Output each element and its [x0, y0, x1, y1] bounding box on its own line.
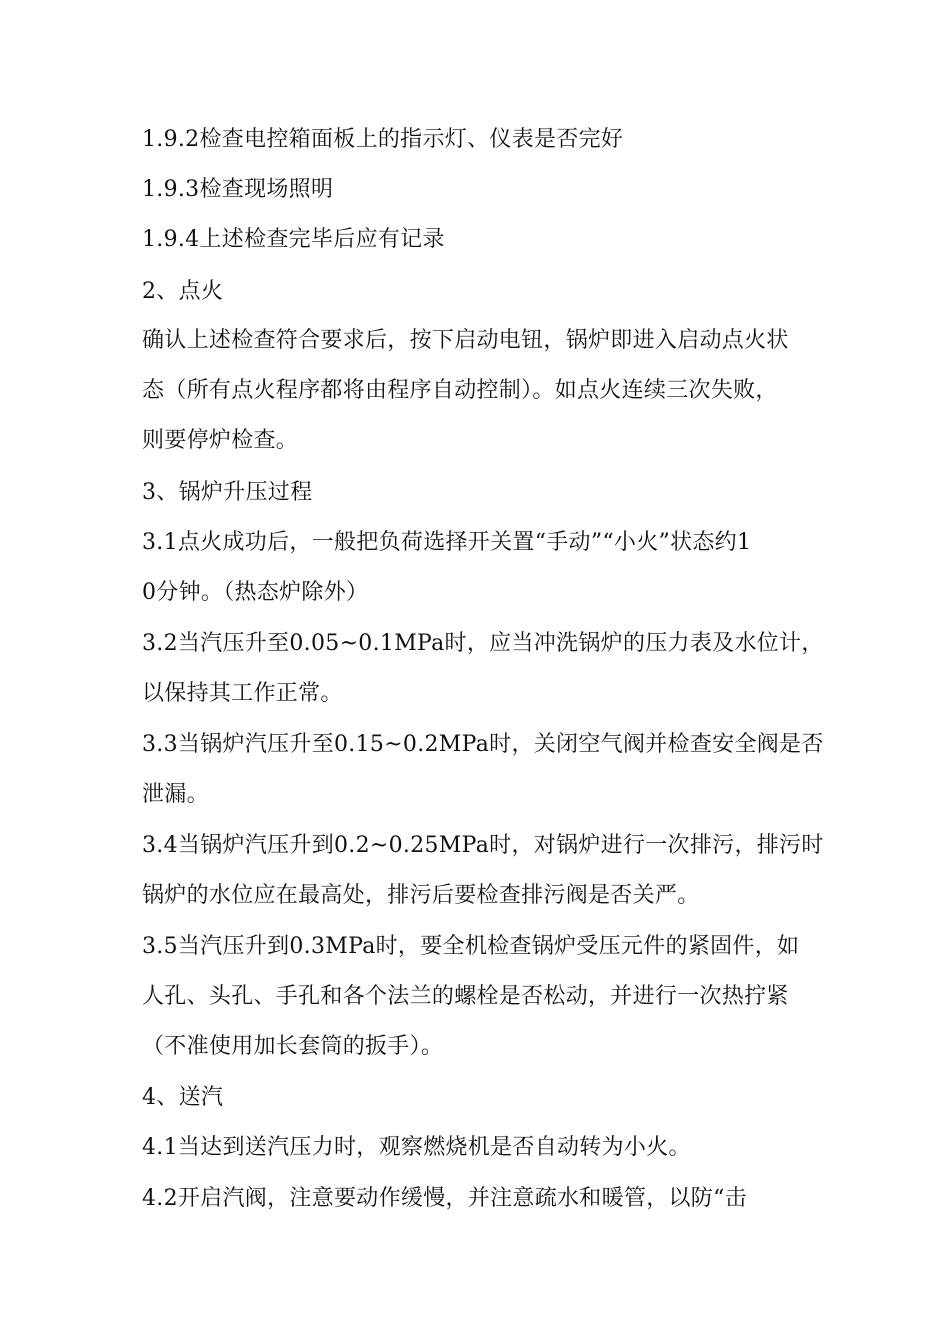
text-line: 确认上述检查符合要求后，按下启动电钮，锅炉即进入启动点火状 [142, 328, 789, 353]
text-line: 3.5当汽压升到0.3MPa时，要全机检查锅炉受压元件的紧固件，如 [142, 934, 800, 959]
text-line: （不准使用加长套筒的扳手）。 [142, 1034, 444, 1059]
text-line: 4.2开启汽阀，注意要动作缓慢，并注意疏水和暖管，以防“击 [142, 1186, 747, 1211]
section-heading: 2、点火 [142, 279, 224, 304]
text-line: 1.9.4上述检查完毕后应有记录 [142, 227, 445, 252]
text-line: 3.3当锅炉汽压升至0.15~0.2MPa时，关闭空气阀并检查安全阀是否 [142, 732, 824, 757]
text-line: 则要停炉检查。 [142, 428, 299, 453]
text-line: 泄漏。 [142, 782, 209, 807]
text-line: 3.1点火成功后，一般把负荷选择开关置“手动”“小火”状态约1 [142, 530, 752, 555]
section-heading: 3、锅炉升压过程 [142, 480, 313, 505]
text-line: 3.2当汽压升至0.05~0.1MPa时，应当冲洗锅炉的压力表及水位计， [142, 631, 824, 656]
text-line: 1.9.2检查电控箱面板上的指示灯、仪表是否完好 [142, 127, 624, 152]
text-line: 0分钟。（热态炉除外） [142, 580, 369, 605]
text-line: 锅炉的水位应在最高处，排污后要检查排污阀是否关严。 [142, 883, 700, 908]
text-line: 态（所有点火程序都将由程序自动控制）。如点火连续三次失败， [142, 378, 778, 403]
text-line: 3.4当锅炉汽压升到0.2~0.25MPa时，对锅炉进行一次排污，排污时 [142, 833, 824, 858]
text-line: 4.1当达到送汽压力时，观察燃烧机是否自动转为小火。 [142, 1135, 691, 1160]
section-heading: 4、送汽 [142, 1085, 224, 1110]
text-line: 人孔、头孔、手孔和各个法兰的螺栓是否松动，并进行一次热拧紧 [142, 984, 789, 1009]
text-line: 1.9.3检查现场照明 [142, 177, 334, 202]
text-line: 以保持其工作正常。 [142, 681, 343, 706]
